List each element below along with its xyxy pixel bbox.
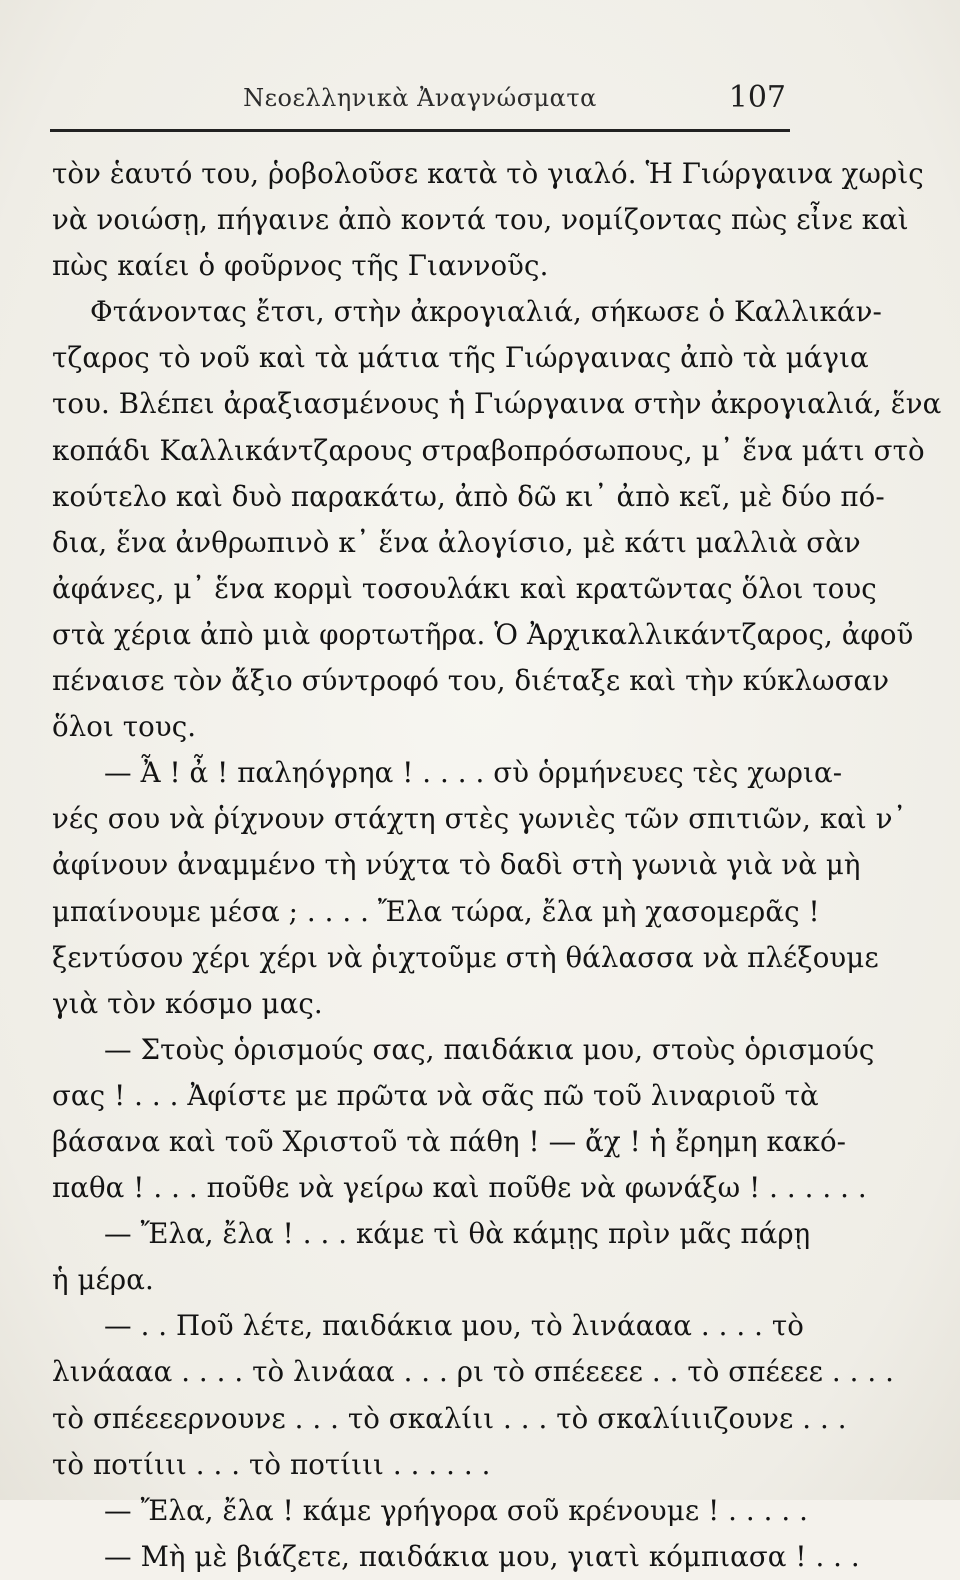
text-line: — Ἔλα, ἔλα ! . . . κάμε τὶ θὰ κάμῃς πρὶν μᾶς πάρῃ <box>104 1217 811 1251</box>
text-line: — . . Ποῦ λέτε, παιδάκια μου, τὸ λινάααα . . . . τὸ <box>104 1309 804 1343</box>
text-line: τὸ σπέεεερνουνε . . . τὸ σκαλίιι . . . τὸ σκαλίιιιζουνε . . . <box>52 1401 847 1435</box>
body-text <box>52 151 942 1580</box>
running-head <box>52 80 788 120</box>
text-line: του. Βλέπει ἀραξιασμένους ἡ Γιώργαινα στὴν ἀκρογιαλιά, ἕνα <box>52 387 942 421</box>
text-line: γιὰ τὸν κόσμο μας. <box>52 986 323 1020</box>
text-line: — Ἔλα, ἔλα ! κάμε γρήγορα σοῦ κρένουμε ! . . . . . <box>104 1493 808 1527</box>
text-line: στὰ χέρια ἀπὸ μιὰ φορτωτῆρα. Ὁ Ἀρχικαλλικάντζαρος, ἀφοῦ <box>52 617 914 651</box>
text-line: ἀφάνες, μ᾽ ἕνα κορμὶ τοσουλάκι καὶ κρατῶντας ὅλοι τους <box>52 571 877 605</box>
text-line: ἡ μέρα. <box>52 1263 154 1297</box>
text-line: πὼς καίει ὁ φοῦρνος τῆς Γιαννοῦς. <box>52 249 549 283</box>
text-line: Φτάνοντας ἔτσι, στὴν ἀκρογιαλιά, σήκωσε ὁ Καλλικάν- <box>90 295 882 329</box>
text-line: παθα ! . . . ποῦθε νὰ γείρω καὶ ποῦθε νὰ φωνάξω ! . . . . . . <box>52 1171 867 1205</box>
running-title: Νεοελληνικὰ Ἀναγνώσματα <box>243 84 597 112</box>
text-line: νὰ νοιώσῃ, πήγαινε ἀπὸ κοντά του, νομίζοντας πὼς εἶνε καὶ <box>52 203 909 237</box>
text-line: μπαίνουμε μέσα ; . . . . Ἔλα τώρα, ἔλα μὴ χασομερᾶς ! <box>52 894 820 928</box>
text-line: τζαρος τὸ νοῦ καὶ τὰ μάτια τῆς Γιώργαινας ἀπὸ τὰ μάγια <box>52 341 869 375</box>
text-line: ξεντύσου χέρι χέρι νὰ ῥιχτοῦμε στὴ θάλασσα νὰ πλέξουμε <box>52 940 879 974</box>
text-line: ὅλοι τους. <box>52 710 197 744</box>
text-line: — Μὴ μὲ βιάζετε, παιδάκια μου, γιατὶ κόμπιασα ! . . . <box>104 1539 860 1573</box>
text-line: κοπάδι Καλλικάντζαρους στραβοπρόσωπους, μ᾽ ἕνα μάτι στὸ <box>52 433 925 467</box>
text-line: δια, ἕνα ἀνθρωπινὸ κ᾽ ἕνα ἀλογίσιο, μὲ κάτι μαλλιὰ σὰν <box>52 525 861 559</box>
text-line: πέναισε τὸν ἄξιο σύντροφό του, διέταξε καὶ τὴν κύκλωσαν <box>52 664 890 698</box>
text-line: — Ἆ ! ἆ ! παληόγρηα ! . . . . σὺ ὁρμήνευες τὲς χωρια- <box>104 756 843 790</box>
text-line: κούτελο καὶ δυὸ παρακάτω, ἀπὸ δῶ κι᾽ ἀπὸ κεῖ, μὲ δύο πό- <box>52 479 885 513</box>
text-line: τὸν ἑαυτό του, ῥοβολοῦσε κατὰ τὸ γιαλό. Ἡ Γιώργαινα χωρὶς <box>52 157 924 190</box>
page-number: 107 <box>728 80 786 115</box>
text-line: σας ! . . . Ἀφίστε με πρῶτα νὰ σᾶς πῶ τοῦ λιναριοῦ τὰ <box>52 1078 819 1112</box>
text-line: νές σου νὰ ῥίχνουν στάχτη στὲς γωνιὲς τῶν σπιτιῶν, καὶ ν᾽ <box>52 802 907 836</box>
text-line: λινάααα . . . . τὸ λινάαα . . . ρι τὸ σπέεεεε . . τὸ σπέεεε . . . . <box>52 1355 895 1389</box>
header-rule <box>50 129 790 132</box>
text-line: — Στοὺς ὁρισμούς σας, παιδάκια μου, στοὺς ὁρισμούς <box>104 1032 875 1066</box>
text-line: βάσανα καὶ τοῦ Χριστοῦ τὰ πάθη ! — ἄχ ! ἡ ἔρημη κακό- <box>52 1124 847 1158</box>
text-line: τὸ ποτίιιι . . . τὸ ποτίιιι . . . . . . <box>52 1447 491 1481</box>
text-line: ἀφίνουν ἀναμμένο τὴ νύχτα τὸ δαδὶ στὴ γωνιὰ γιὰ νὰ μὴ <box>52 848 861 882</box>
